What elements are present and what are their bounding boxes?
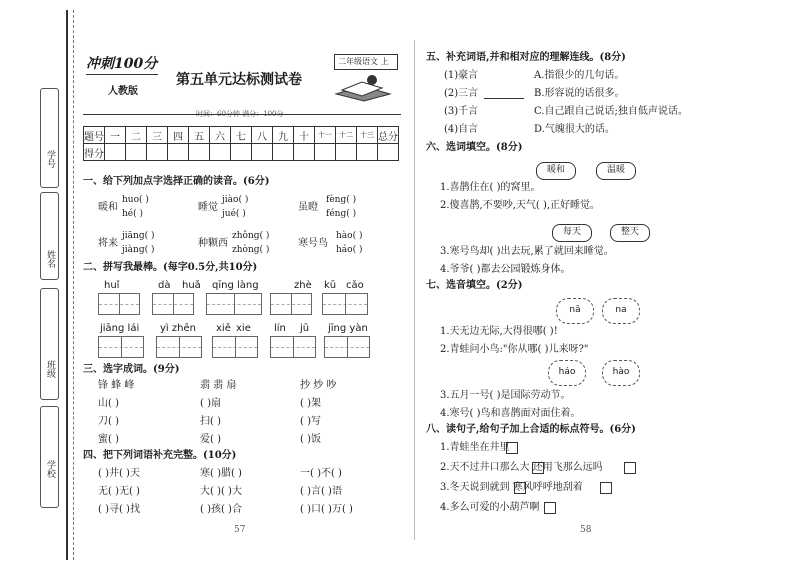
q3-blank[interactable]: ( )饭 (300, 434, 321, 445)
q2-pinyin: xiě (216, 323, 231, 334)
q3-blank[interactable]: 扫( ) (200, 416, 221, 427)
q4-blank[interactable]: ( )言( )语 (300, 486, 342, 497)
q2-writing-grid[interactable] (152, 293, 194, 315)
score-cell: 题号 (84, 127, 105, 144)
q6-sentence: 4.爷爷( )都去公园锻炼身体。 (440, 264, 571, 275)
q2-writing-grid[interactable] (270, 293, 312, 315)
logo (86, 52, 158, 75)
score-input[interactable] (252, 144, 273, 161)
score-cell: 五 (189, 127, 210, 144)
exam-meta: 时间：60分钟 满分：100分 (196, 110, 284, 118)
score-cell: 十 (294, 127, 315, 144)
edition-label: 人教版 (108, 86, 138, 97)
q4-title: 四、把下列词语补充完整。(10分) (83, 450, 237, 461)
q4-blank[interactable]: 大( )( )大 (200, 486, 242, 497)
q1-reading[interactable]: hào( ) (336, 231, 363, 241)
q3-blank[interactable]: 蜜( ) (98, 434, 119, 445)
q5-right-item: A.指很少的几句话。 (534, 70, 625, 81)
q4-blank[interactable]: ( )孩( )合 (200, 504, 242, 515)
q1-reading[interactable]: jiāng( ) (122, 231, 155, 241)
q5-left-item: (1)豪言 (444, 70, 479, 81)
q1-reading[interactable]: jiàng( ) (122, 245, 155, 255)
q2-pinyin: xie (236, 323, 251, 334)
pinyin-cloud-na: na (602, 298, 640, 324)
q1-reading[interactable]: jiào( ) (222, 195, 249, 205)
q2-writing-grid[interactable] (322, 293, 368, 315)
punctuation-box[interactable] (532, 462, 544, 474)
q3-blank[interactable]: 山( ) (98, 398, 119, 409)
q3-blank[interactable]: ( )写 (300, 416, 321, 427)
q8-sentence: 4.多么可爱的小葫芦啊 (440, 502, 540, 513)
score-input[interactable] (189, 144, 210, 161)
score-input[interactable] (126, 144, 147, 161)
score-cell: 六 (210, 127, 231, 144)
word-bee-every-day: 每天 (552, 224, 592, 242)
q3-title: 三、选字成词。(9分) (83, 364, 180, 375)
score-table-score-row (84, 144, 399, 161)
q1-reading[interactable]: hé( ) (122, 209, 144, 219)
q8-title: 八、读句子,给句子加上合适的标点符号。(6分) (426, 424, 636, 435)
q3-blank[interactable]: ( )架 (300, 398, 321, 409)
q6-title: 六、选词填空。(8分) (426, 142, 523, 153)
q2-writing-grid[interactable] (98, 336, 144, 358)
q4-blank[interactable]: ( )口( )万( ) (300, 504, 353, 515)
binding-label-class: 班级 (45, 360, 55, 378)
word-bee-warm: 暖和 (536, 162, 576, 180)
q6-sentence: 1.喜鹊住在( )的窝里。 (440, 182, 541, 193)
q5-left-item: (4)自言 (444, 124, 479, 135)
q2-pinyin: zhè (294, 280, 312, 291)
page-title: 第五单元达标测试卷 (176, 72, 302, 88)
q6-sentence: 2.傻喜鹊,不要吵,天气( ),正好睡觉。 (440, 200, 601, 211)
q4-blank[interactable]: 无( )无( ) (98, 486, 140, 497)
word-bee-warmth: 温暖 (596, 162, 636, 180)
score-input[interactable] (105, 144, 126, 161)
q7-sentence: 3.五月一号( )是国际劳动节。 (440, 390, 571, 401)
q3-blank[interactable]: 刀( ) (98, 416, 119, 427)
q5-right-item: C.自己跟自己说话;独自低声说话。 (534, 106, 688, 117)
q2-writing-grid[interactable] (98, 293, 140, 315)
score-cell: 十二 (336, 127, 357, 144)
grade-badge (334, 54, 398, 70)
q2-pinyin: jū (300, 323, 310, 334)
logo-text: 冲刺100分 (86, 56, 158, 72)
q5-blank-line[interactable] (484, 98, 524, 99)
q2-title: 二、拼写我最棒。(每字0.5分,共10分) (83, 262, 258, 273)
q7-sentence: 4.寒号( )鸟和喜鹊面对面住着。 (440, 408, 581, 419)
q1-word: 寒号鸟 (298, 238, 328, 249)
binding-label-school: 学校 (45, 460, 55, 478)
word-bee-all-day: 整天 (610, 224, 650, 242)
q5-left-item: (3)千言 (444, 106, 479, 117)
pinyin-cloud-na1: nā (556, 298, 594, 324)
punctuation-box[interactable] (624, 462, 636, 474)
pinyin-cloud-hao2: háo (548, 360, 586, 386)
q2-pinyin: jīng yàn (328, 323, 368, 334)
q2-pinyin: cǎo (346, 280, 364, 291)
score-input[interactable] (378, 144, 399, 161)
q2-writing-grid[interactable] (156, 336, 202, 358)
q4-blank[interactable]: 寒( )腊( ) (200, 468, 242, 479)
q1-reading[interactable]: zhǒng( ) (232, 231, 270, 241)
q2-writing-grid[interactable] (270, 336, 316, 358)
score-cell: 一 (105, 127, 126, 144)
q2-pinyin: jiāng lái (100, 323, 140, 334)
page-number-left: 57 (234, 525, 246, 535)
q2-pinyin: qīng làng (212, 280, 259, 291)
binding-box-4 (40, 406, 59, 508)
q1-word: 睡觉 (198, 202, 218, 213)
q4-blank[interactable]: ( )寻( )找 (98, 504, 140, 515)
q1-title: 一、给下列加点字选择正确的读音。(6分) (83, 176, 270, 187)
binding-box-1 (40, 88, 59, 188)
q2-pinyin: kū (324, 280, 337, 291)
q1-reading[interactable]: jué( ) (222, 209, 246, 219)
q2-pinyin: yì zhēn (160, 323, 196, 334)
q2-writing-grid[interactable] (212, 336, 258, 358)
q5-title: 五、补充词语,并和相对应的理解连线。(8分) (426, 52, 626, 63)
grade-badge-text: 二年级语文 上 (338, 57, 389, 66)
q1-reading[interactable]: fèng( ) (326, 195, 357, 205)
q5-right-item: B.形容说的话很多。 (534, 88, 625, 99)
score-input[interactable] (336, 144, 357, 161)
score-cell: 四 (168, 127, 189, 144)
q3-choice-group: 抄 炒 吵 (300, 380, 337, 391)
q3-choice-group: 翡 翡 扇 (200, 380, 237, 391)
score-table-header-row (84, 127, 399, 144)
q1-reading[interactable]: huo( ) (122, 195, 149, 205)
binding-label-student-no: 学号 (45, 150, 55, 168)
q1-reading[interactable]: féng( ) (326, 209, 357, 219)
q3-blank[interactable]: 爱( ) (200, 434, 221, 445)
q8-sentence: 3.冬天说到就到 寒风呼呼地刮着 (440, 482, 583, 493)
punctuation-box[interactable] (514, 482, 526, 494)
cut-line (73, 10, 74, 560)
q3-choice-group: 锋 蜂 峰 (98, 380, 135, 391)
q4-blank[interactable]: ( )井( )天 (98, 468, 140, 479)
q4-blank[interactable]: 一( )不( ) (300, 468, 342, 479)
header-rule (83, 114, 401, 115)
book-illustration (332, 72, 394, 102)
binding-label-name: 姓名 (45, 250, 55, 268)
q7-title: 七、选音填空。(2分) (426, 280, 523, 291)
q7-sentence: 1.天无边无际,大得很哪( )! (440, 326, 558, 337)
score-input[interactable] (210, 144, 231, 161)
q5-right-item: D.气魄很大的话。 (534, 124, 615, 135)
score-cell: 二 (126, 127, 147, 144)
q2-pinyin: huǎ (182, 280, 201, 291)
book-icon (332, 72, 394, 102)
score-input[interactable] (315, 144, 336, 161)
q1-reading[interactable]: háo( ) (336, 245, 363, 255)
q5-left-item: (2)三言 (444, 88, 479, 99)
punctuation-box[interactable] (544, 502, 556, 514)
q8-sentence: 1.青蛙坐在井里 (440, 442, 510, 453)
q1-word: 种颗西 (198, 238, 228, 249)
q3-blank[interactable]: ( )扇 (200, 398, 221, 409)
score-row-label: 得分 (84, 144, 105, 161)
score-input[interactable] (168, 144, 189, 161)
score-input[interactable] (273, 144, 294, 161)
q7-sentence: 2.青蛙问小鸟:"你从哪( )儿来呀?" (440, 344, 589, 355)
page-divider (414, 40, 415, 540)
q1-word: 虽瞪 (298, 202, 318, 213)
score-cell: 总分 (378, 127, 399, 144)
score-input[interactable] (357, 144, 378, 161)
q1-word: 暖和 (98, 202, 118, 213)
score-input[interactable] (294, 144, 315, 161)
binding-edge-line (66, 10, 68, 560)
q8-sentence: 2.天不过井口那么大 还用飞那么远吗 (440, 462, 603, 473)
score-input[interactable] (147, 144, 168, 161)
score-cell: 十三 (357, 127, 378, 144)
page-number-right: 58 (580, 525, 592, 535)
q2-pinyin: dà (158, 280, 171, 291)
binding-box-3 (40, 288, 59, 400)
pinyin-cloud-hao4: hào (602, 360, 640, 386)
score-cell: 十一 (315, 127, 336, 144)
q1-word: 将来 (98, 238, 118, 249)
q2-pinyin: huǐ (104, 280, 120, 291)
score-table (83, 126, 399, 161)
score-cell: 三 (147, 127, 168, 144)
q1-reading[interactable]: zhòng( ) (232, 245, 270, 255)
score-cell: 八 (252, 127, 273, 144)
score-cell: 九 (273, 127, 294, 144)
q2-pinyin: lín (274, 323, 286, 334)
q2-writing-grid[interactable] (206, 293, 262, 315)
q2-writing-grid[interactable] (324, 336, 370, 358)
punctuation-box[interactable] (506, 442, 518, 454)
score-input[interactable] (231, 144, 252, 161)
score-cell: 七 (231, 127, 252, 144)
q6-sentence: 3.寒号鸟却( )出去玩,累了就回来睡觉。 (440, 246, 614, 257)
punctuation-box[interactable] (600, 482, 612, 494)
